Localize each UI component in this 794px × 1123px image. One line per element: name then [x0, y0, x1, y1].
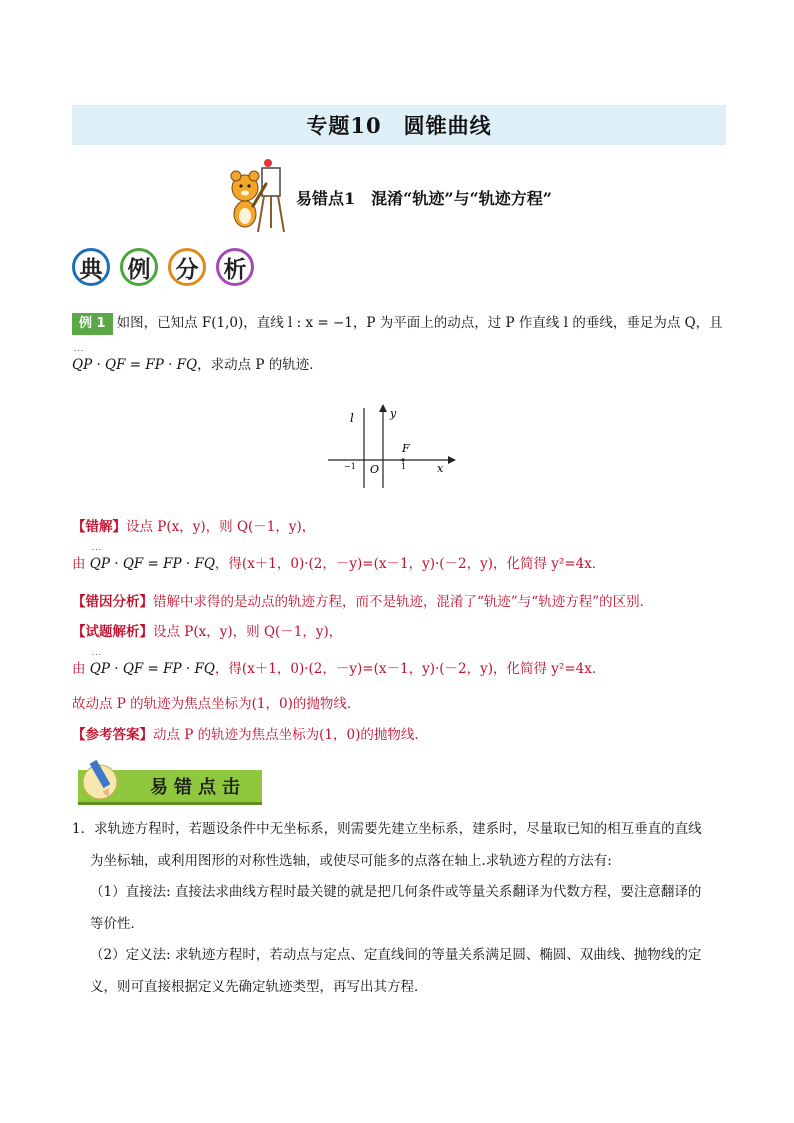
label-1: 1: [401, 462, 407, 471]
wrong-pre: 由: [72, 556, 90, 572]
tip-line-5: （2）定义法: 求轨迹方程时，若动点与定点、定直线间的等量关系满足圆、椭圆、双曲线、抛物线的定: [90, 947, 702, 963]
answer-tag: 【参考答案】: [72, 727, 153, 743]
section-subtitle: 易错点1 混淆“轨迹”与“轨迹方程”: [296, 189, 552, 208]
circle-char-3: 分: [168, 248, 206, 286]
label-y: y: [390, 407, 397, 420]
analysis-vector-equation: ˙˙˙ QP · QF = FP · FQ: [90, 659, 215, 679]
tip-line-3: （1）直接法: 直接法求曲线方程时最关键的就是把几何条件或等量关系翻译为代数方程，要注意翻译的: [90, 884, 702, 900]
cause-tag: 【错因分析】: [72, 594, 153, 610]
analysis-line-3: [72, 694, 360, 714]
label-x: x: [437, 462, 444, 475]
label-F: F: [402, 442, 410, 455]
label-neg1: −1: [344, 462, 356, 471]
cause-text: 错解中求得的是动点的轨迹方程，而不是轨迹，混淆了“轨迹”与“轨迹方程”的区别．: [153, 594, 654, 610]
tip-line-4: 等价性．: [90, 916, 144, 932]
section-heading-circles: [72, 248, 254, 286]
page-title: 专题10 圆锥曲线: [306, 113, 492, 138]
wrong-vector-equation: ˙˙˙ QP · QF = FP · FQ: [90, 554, 215, 574]
label-O: O: [370, 463, 380, 476]
tip-line-1: 1．求轨迹方程时，若题设条件中无坐标系，则需要先建立坐标系，建系时，尽量取已知的相互垂直的直线: [72, 821, 702, 837]
analysis-text-3: 故动点 P 的轨迹为焦点坐标为(1，0)的抛物线．: [72, 696, 361, 712]
answer-text: 动点 P 的轨迹为焦点坐标为(1，0)的抛物线．: [153, 727, 428, 743]
analysis-text-2: ，得(x＋1，0)·(2，－y)=(x－1，y)·(－2，y)，化简得 y²=4x．: [214, 661, 606, 677]
coordinate-figure: [320, 402, 460, 490]
example-line-1: [72, 313, 723, 335]
answer-line: [72, 725, 428, 745]
cause-line: [72, 592, 653, 612]
example-line-2: [72, 355, 323, 375]
tip-line-6: 义，则可直接根据定义先确定轨迹类型，再写出其方程．: [90, 979, 428, 995]
wrong-line-2: [72, 554, 605, 574]
analysis-line-2: [72, 659, 605, 679]
tip-line-2: 为坐标轴，或利用图形的对称性选轴，或使尽可能多的点落在轴上.求轨迹方程的方法有:: [90, 853, 612, 869]
wrong-tag: 【错解】: [72, 519, 126, 535]
circle-char-2: 例: [120, 248, 158, 286]
analysis-text-1: 设点 P(x，y)，则 Q(－1，y)，: [153, 624, 343, 640]
title-banner: [72, 105, 726, 145]
analysis-line-1: [72, 622, 342, 642]
wrong-line-1: [72, 517, 315, 537]
wrong-text-2: ，得(x＋1，0)·(2，－y)=(x－1，y)·(－2，y)，化简得 y²=4x．: [214, 556, 606, 572]
y-axis-arrow-icon: [379, 404, 387, 412]
x-axis-arrow-icon: [448, 456, 456, 464]
analysis-tag: 【试题解析】: [72, 624, 153, 640]
example-text-2: ，求动点 P 的轨迹．: [197, 357, 323, 373]
tips-banner-label: 易错点击: [150, 777, 246, 798]
pencil-icon: [80, 754, 130, 802]
circle-char-4: 析: [216, 248, 254, 286]
label-l: l: [350, 411, 354, 425]
wrong-text-1: 设点 P(x，y)，则 Q(－1，y)，: [126, 519, 316, 535]
circle-char-1: 典: [72, 248, 110, 286]
bear-mascot-icon: [228, 154, 286, 236]
example-text-1: 如图，已知点 F(1,0)，直线 l : x = −1，P 为平面上的动点，过 P 作直线 l 的垂线，垂足为点 Q，且: [116, 315, 723, 331]
analysis-pre: 由: [72, 661, 90, 677]
example-badge: 例 1: [72, 313, 113, 335]
vector-equation: ˙˙˙ QP · QF = FP · FQ: [72, 355, 197, 375]
